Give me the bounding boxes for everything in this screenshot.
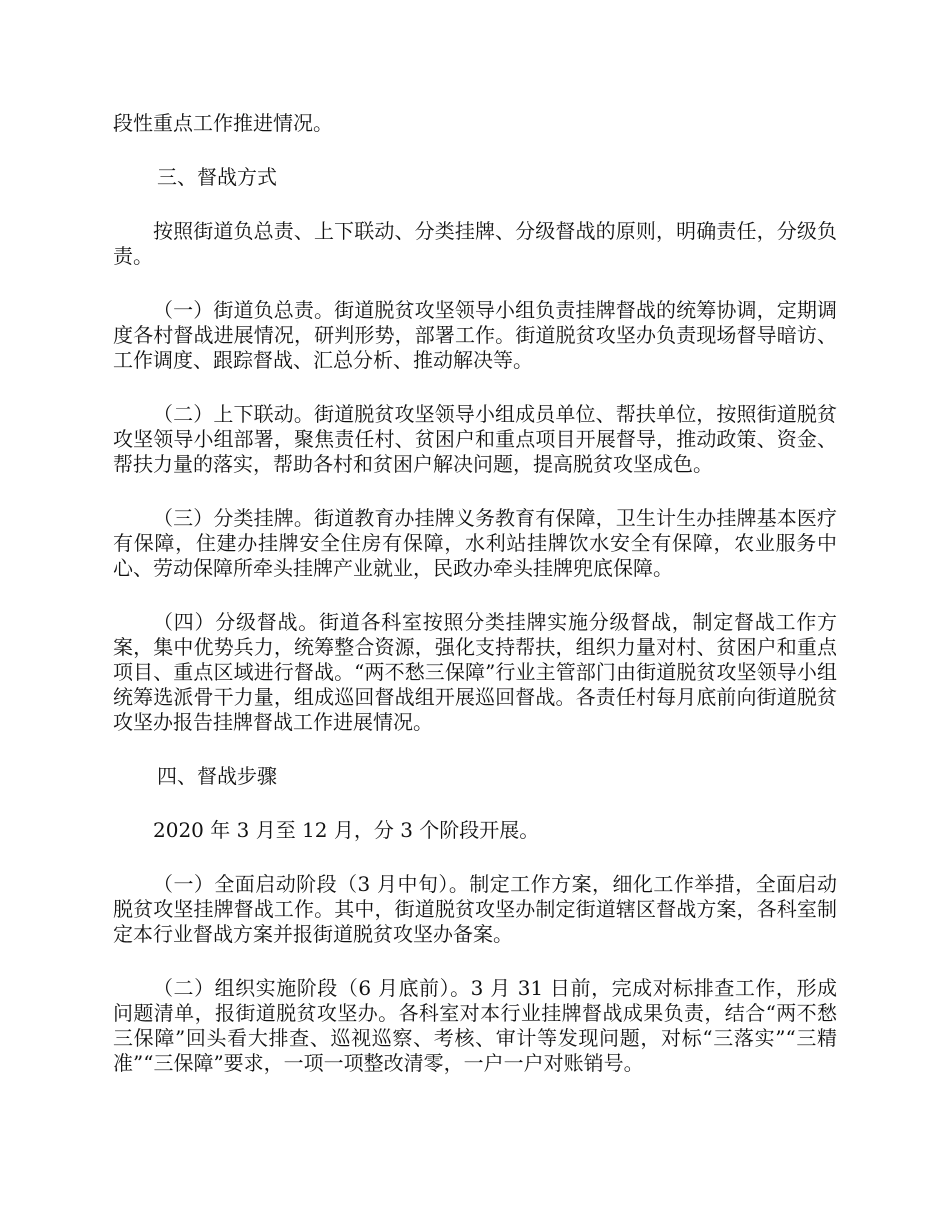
paragraph-item-1: （一）街道负总责。街道脱贫攻坚领导小组负责挂牌督战的统筹协调，定期调度各村督战进展情况，研判形势，部署工作。街道脱贫攻坚办负责现场督导暗访、工作调度、跟踪督战、汇总分析、推动解决等。 <box>113 298 837 372</box>
paragraph-principles: 按照街道负总责、上下联动、分类挂牌、分级督战的原则，明确责任，分级负责。 <box>113 219 837 268</box>
paragraph-continuation: 段性重点工作推进情况。 <box>113 111 333 135</box>
paragraph-item-3: （三）分类挂牌。街道教育办挂牌义务教育有保障，卫生计生办挂牌基本医疗有保障，住建办挂牌安全住房有保障，水利站挂牌饮水安全有保障，农业服务中心、劳动保障所牵头挂牌产业就业，民政办牵头挂牌兜底保障。 <box>113 506 837 580</box>
section-heading-supervision-methods: 三、督战方式 <box>157 165 277 189</box>
paragraph-phase-1: （一）全面启动阶段（3 月中旬）。制定工作方案，细化工作举措，全面启动脱贫攻坚挂牌督战工作。其中，街道脱贫攻坚办制定街道辖区督战方案，各科室制定本行业督战方案并报街道脱贫攻坚办备案。 <box>113 872 837 946</box>
paragraph-schedule: 2020 年 3 月至 12 月，分 3 个阶段开展。 <box>153 818 540 842</box>
document-body <box>113 111 837 1105</box>
paragraph-item-4: （四）分级督战。街道各科室按照分类挂牌实施分级督战，制定督战工作方案，集中优势兵力，统筹整合资源，强化支持帮扶，组织力量对村、贫困户和重点项目、重点区域进行督战。“两不愁三保障”行业主管部门由街道脱贫攻坚领导小组统筹选派骨干力量，组成巡回督战组开展巡回督战。各责任村每月底前向街道脱贫攻坚办报告挂牌督战工作进展情况。 <box>113 610 837 734</box>
paragraph-phase-2: （二）组织实施阶段（6 月底前）。3 月 31 日前，完成对标排查工作，形成问题清单，报街道脱贫攻坚办。各科室对本行业挂牌督战成果负责，结合“两不愁三保障”回头看大排查、巡视巡察、考核、审计等发现问题，对标“三落实”“三精准”“三保障”要求，一项一项整改清零，一户一户对账销号。 <box>113 976 837 1075</box>
section-heading-supervision-steps: 四、督战步骤 <box>157 764 277 788</box>
paragraph-item-2: （二）上下联动。街道脱贫攻坚领导小组成员单位、帮扶单位，按照街道脱贫攻坚领导小组部署，聚焦责任村、贫困户和重点项目开展督导，推动政策、资金、帮扶力量的落实，帮助各村和贫困户解决问题，提高脱贫攻坚成色。 <box>113 402 837 476</box>
